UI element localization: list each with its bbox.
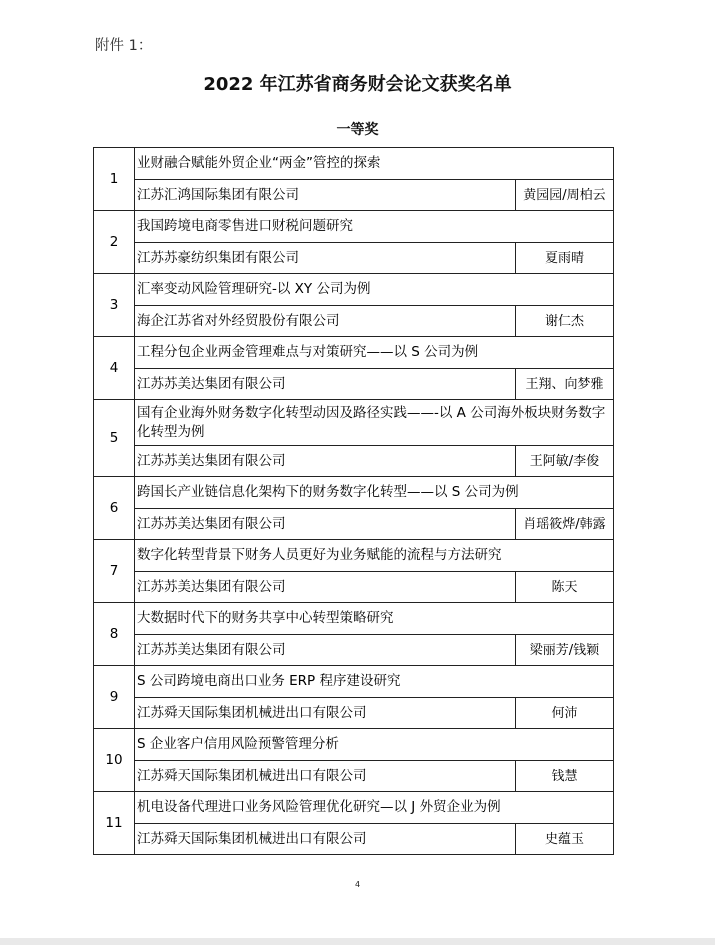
award-detail-row xyxy=(94,243,614,274)
award-company: 江苏苏美达集团有限公司 xyxy=(135,446,516,477)
award-company: 江苏苏美达集团有限公司 xyxy=(135,635,516,666)
award-topic-row xyxy=(94,729,614,761)
award-number: 2 xyxy=(94,211,135,274)
award-topic-row xyxy=(94,211,614,243)
award-paper-title: 业财融合赋能外贸企业“两金”管控的探索 xyxy=(135,148,614,180)
page-number: 4 xyxy=(354,880,361,889)
award-authors: 王阿敏/李俊 xyxy=(516,446,614,477)
award-number: 6 xyxy=(94,477,135,540)
award-company: 海企江苏省对外经贸股份有限公司 xyxy=(135,306,516,337)
award-number: 9 xyxy=(94,666,135,729)
award-number: 3 xyxy=(94,274,135,337)
award-company: 江苏舜天国际集团机械进出口有限公司 xyxy=(135,824,516,855)
awards-table-body xyxy=(94,148,614,855)
award-company: 江苏汇鸿国际集团有限公司 xyxy=(135,180,516,211)
award-number: 11 xyxy=(94,792,135,855)
award-detail-row xyxy=(94,761,614,792)
attachment-label: 附件 1： xyxy=(95,38,153,54)
award-authors: 钱慧 xyxy=(516,761,614,792)
award-topic-row xyxy=(94,274,614,306)
award-paper-title: 我国跨境电商零售进口财税问题研究 xyxy=(135,211,614,243)
award-company: 江苏苏豪纺织集团有限公司 xyxy=(135,243,516,274)
award-topic-row xyxy=(94,666,614,698)
award-topic-row xyxy=(94,400,614,446)
award-number: 5 xyxy=(94,400,135,477)
award-topic-row xyxy=(94,148,614,180)
award-company: 江苏舜天国际集团机械进出口有限公司 xyxy=(135,698,516,729)
award-topic-row xyxy=(94,477,614,509)
award-detail-row xyxy=(94,369,614,400)
award-company: 江苏舜天国际集团机械进出口有限公司 xyxy=(135,761,516,792)
award-authors: 何沛 xyxy=(516,698,614,729)
award-topic-row xyxy=(94,540,614,572)
award-detail-row xyxy=(94,446,614,477)
award-topic-row xyxy=(94,603,614,635)
award-detail-row xyxy=(94,572,614,603)
award-paper-title: S 公司跨境电商出口业务 ERP 程序建设研究 xyxy=(135,666,614,698)
award-detail-row xyxy=(94,306,614,337)
award-authors: 肖瑶筱烨/韩露 xyxy=(516,509,614,540)
award-topic-row xyxy=(94,337,614,369)
award-paper-title: 工程分包企业两金管理难点与对策研究——以 S 公司为例 xyxy=(135,337,614,369)
viewer-bottom-bar xyxy=(0,938,715,945)
award-paper-title: 机电设备代理进口业务风险管理优化研究—以 J 外贸企业为例 xyxy=(135,792,614,824)
award-authors: 陈天 xyxy=(516,572,614,603)
award-number: 4 xyxy=(94,337,135,400)
award-number: 8 xyxy=(94,603,135,666)
section-heading: 一等奖 xyxy=(336,122,379,138)
award-number: 10 xyxy=(94,729,135,792)
award-paper-title: 国有企业海外财务数字化转型动因及路径实践——-以 A 公司海外板块财务数字化转型为例 xyxy=(135,400,614,446)
award-detail-row xyxy=(94,824,614,855)
award-detail-row xyxy=(94,509,614,540)
award-topic-row xyxy=(94,792,614,824)
award-paper-title: 大数据时代下的财务共享中心转型策略研究 xyxy=(135,603,614,635)
award-paper-title: S 企业客户信用风险预警管理分析 xyxy=(135,729,614,761)
award-detail-row xyxy=(94,635,614,666)
awards-table xyxy=(93,147,614,855)
award-paper-title: 汇率变动风险管理研究-以 XY 公司为例 xyxy=(135,274,614,306)
award-detail-row xyxy=(94,180,614,211)
award-authors: 谢仁杰 xyxy=(516,306,614,337)
award-company: 江苏苏美达集团有限公司 xyxy=(135,369,516,400)
award-company: 江苏苏美达集团有限公司 xyxy=(135,572,516,603)
award-paper-title: 跨国长产业链信息化架构下的财务数字化转型——以 S 公司为例 xyxy=(135,477,614,509)
award-authors: 夏雨晴 xyxy=(516,243,614,274)
award-number: 1 xyxy=(94,148,135,211)
award-authors: 梁丽芳/钱颖 xyxy=(516,635,614,666)
award-paper-title: 数字化转型背景下财务人员更好为业务赋能的流程与方法研究 xyxy=(135,540,614,572)
award-company: 江苏苏美达集团有限公司 xyxy=(135,509,516,540)
document-title: 2022 年江苏省商务财会论文获奖名单 xyxy=(203,74,512,95)
award-number: 7 xyxy=(94,540,135,603)
award-authors: 史蕴玉 xyxy=(516,824,614,855)
award-authors: 黄园园/周柏云 xyxy=(516,180,614,211)
award-authors: 王翔、向梦雅 xyxy=(516,369,614,400)
award-detail-row xyxy=(94,698,614,729)
